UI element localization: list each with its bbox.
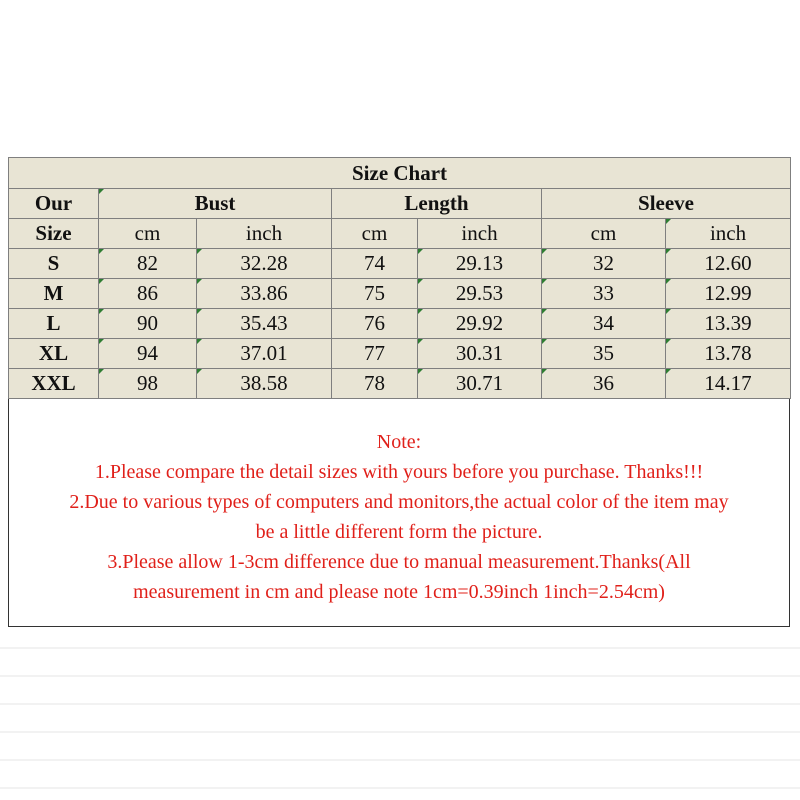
size-chart-sheet	[8, 157, 790, 627]
sleeve-header: Sleeve	[542, 189, 791, 219]
value-cell: 90	[99, 309, 197, 339]
value-cell: 33.86	[197, 279, 332, 309]
value-cell: 32	[542, 249, 666, 279]
unit-header: inch	[418, 219, 542, 249]
value-cell: 12.60	[666, 249, 791, 279]
size-cell: XL	[9, 339, 99, 369]
value-cell: 38.58	[197, 369, 332, 399]
notes-box	[8, 399, 790, 627]
size-cell: S	[9, 249, 99, 279]
value-cell: 35.43	[197, 309, 332, 339]
unit-header: inch	[197, 219, 332, 249]
note-line-2-cont: be a little different form the picture.	[255, 521, 543, 543]
value-cell: 76	[332, 309, 418, 339]
value-cell: 94	[99, 339, 197, 369]
value-cell: 13.78	[666, 339, 791, 369]
table-row	[9, 249, 791, 279]
value-cell: 77	[332, 339, 418, 369]
value-cell: 14.17	[666, 369, 791, 399]
size-label: Size	[9, 219, 99, 249]
table-row	[9, 279, 791, 309]
value-cell: 33	[542, 279, 666, 309]
value-cell: 13.39	[666, 309, 791, 339]
size-cell: L	[9, 309, 99, 339]
value-cell: 29.53	[418, 279, 542, 309]
unit-header: cm	[99, 219, 197, 249]
value-cell: 30.71	[418, 369, 542, 399]
table-row	[9, 309, 791, 339]
unit-header: cm	[542, 219, 666, 249]
note-heading: Note:	[376, 431, 422, 453]
value-cell: 82	[99, 249, 197, 279]
table-title: Size Chart	[9, 158, 791, 189]
our-label: Our	[9, 189, 99, 219]
value-cell: 75	[332, 279, 418, 309]
size-cell: M	[9, 279, 99, 309]
value-cell: 36	[542, 369, 666, 399]
note-line-3-cont: measurement in cm and please note 1cm=0.39inch 1inch=2.54cm)	[133, 581, 665, 603]
table-row	[9, 369, 791, 399]
value-cell: 32.28	[197, 249, 332, 279]
unit-header: cm	[332, 219, 418, 249]
value-cell: 78	[332, 369, 418, 399]
unit-header: inch	[666, 219, 791, 249]
size-chart-table	[8, 157, 791, 399]
value-cell: 35	[542, 339, 666, 369]
value-cell: 86	[99, 279, 197, 309]
note-line-1: 1.Please compare the detail sizes with yours before you purchase. Thanks!!!	[94, 461, 704, 483]
bust-header: Bust	[99, 189, 332, 219]
value-cell: 37.01	[197, 339, 332, 369]
length-header: Length	[332, 189, 542, 219]
table-row	[9, 339, 791, 369]
note-line-3: 3.Please allow 1-3cm difference due to manual measurement.Thanks(All	[107, 551, 691, 573]
value-cell: 34	[542, 309, 666, 339]
value-cell: 29.92	[418, 309, 542, 339]
value-cell: 30.31	[418, 339, 542, 369]
note-line-2: 2.Due to various types of computers and monitors,the actual color of the item may	[69, 491, 729, 513]
value-cell: 12.99	[666, 279, 791, 309]
size-cell: XXL	[9, 369, 99, 399]
value-cell: 74	[332, 249, 418, 279]
value-cell: 98	[99, 369, 197, 399]
value-cell: 29.13	[418, 249, 542, 279]
